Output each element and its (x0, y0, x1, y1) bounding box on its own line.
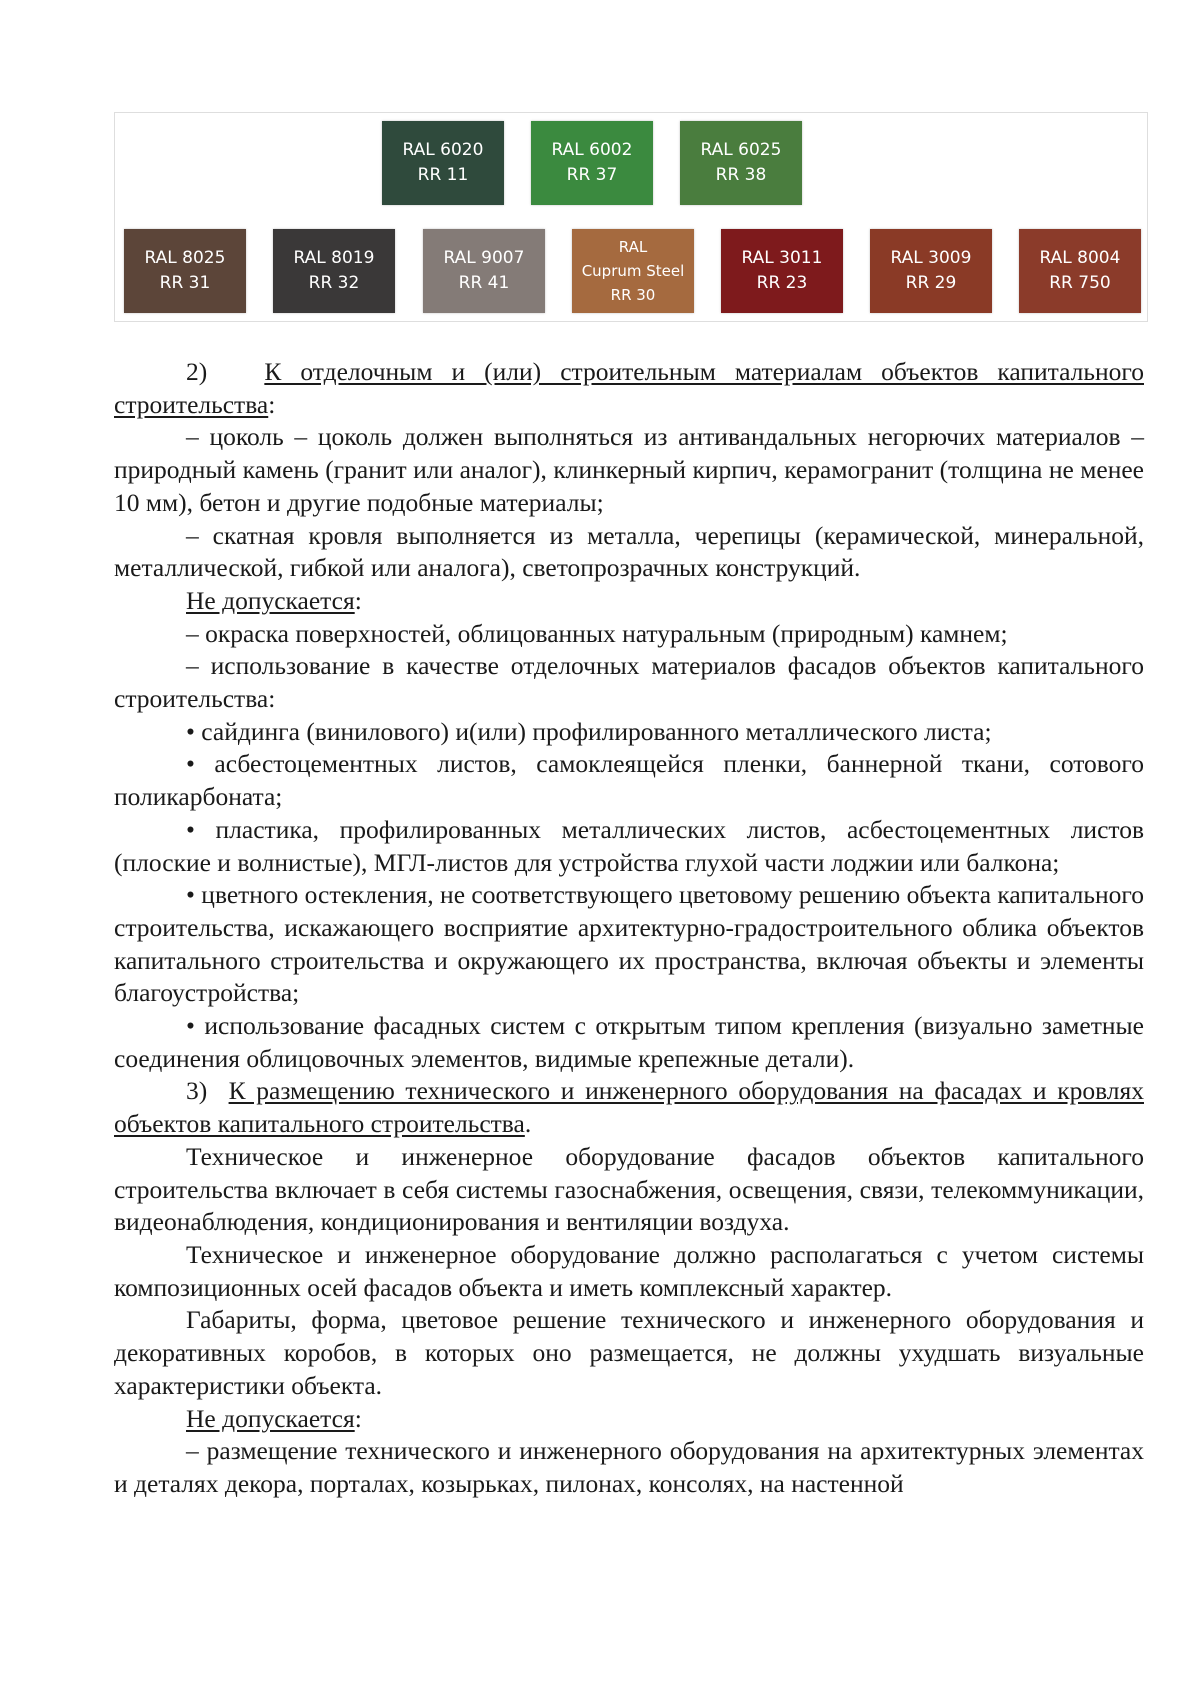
swatch-label: RAL 3009 (890, 248, 972, 268)
colon: : (354, 1403, 362, 1433)
section-title: К размещению технического и инженерного оборудования на фасадах и кровлях объектов капитального строительства (114, 1076, 1144, 1139)
paragraph-equipment-placement: Техническое и инженерное оборудование должно располагаться с учетом системы композиционных осей фасадов объекта и иметь комплексный характер. (114, 1239, 1144, 1302)
not-allowed-label: Не допускается (186, 1403, 355, 1433)
swatch-label: RR 23 (756, 273, 808, 293)
paragraph-equipment-scope: Техническое и инженерное оборудование фасадов объектов капитального строительства включает в себя системы газоснабжения, освещения, связи, телекоммуникации, видеонаблюдения, кондиционирования и вентиляции воздуха. (114, 1141, 1144, 1237)
paragraph-materials-usage: – использование в качестве отделочных материалов фасадов объектов капитального строительства: (114, 651, 1144, 714)
bullet-facade-systems: • использование фасадных систем с открытым типом крепления (визуально заметные соединения облицовочных элементов, видимые крепежные детали). (114, 1011, 1144, 1073)
section-2-heading (114, 356, 1144, 421)
color-swatch (382, 121, 504, 205)
section-3-heading (114, 1075, 1144, 1140)
not-allowed-heading-2 (114, 1403, 1144, 1436)
bullet-siding: • сайдинга (винилового) и(или) профилированного металлического листа; (186, 716, 992, 746)
swatch-label: RR 30 (610, 286, 656, 304)
color-swatch (273, 229, 395, 313)
paragraph-painting: – окраска поверхностей, облицованных натуральным (природным) камнем; (186, 618, 1008, 648)
section-number: 3) (186, 1076, 208, 1106)
swatch-label: RR 32 (308, 273, 360, 293)
swatch-label: Cuprum Steel (581, 262, 685, 280)
swatch-label: RR 29 (905, 273, 957, 293)
period: . (524, 1109, 532, 1139)
section-number: 2) (186, 357, 208, 386)
color-swatch (870, 229, 992, 313)
color-swatch (423, 229, 545, 313)
swatch-label: RR 750 (1049, 273, 1111, 293)
bullet-plastic: • пластика, профилированных металлических листов, асбестоцементных листов (плоские и волнистые), МГЛ-листов для устройства глухой части лоджии или балкона; (114, 814, 1144, 877)
swatch-label: RR 31 (159, 273, 211, 293)
swatch-label: RAL 9007 (443, 248, 525, 268)
swatch-label: RAL (618, 238, 648, 256)
color-swatch (124, 229, 246, 313)
swatch-label: RAL 6025 (700, 140, 782, 160)
paragraph-roof: – скатная кровля выполняется из металла, черепицы (керамической, минеральной, металлической, гибкой или аналога), светопрозрачных конструкций. (114, 520, 1144, 583)
color-swatch (680, 121, 802, 205)
swatch-label: RAL 8025 (144, 248, 226, 268)
not-allowed-heading-1 (114, 585, 1144, 618)
swatch-label: RR 41 (458, 273, 510, 293)
swatch-label: RAL 6020 (402, 140, 484, 160)
swatch-label: RR 38 (715, 165, 767, 185)
paragraph-equipment-placement-restriction: – размещение технического и инженерного оборудования на архитектурных элементах и деталях декора, порталах, козырьках, пилонах, консолях, на настенной (114, 1436, 1144, 1498)
swatch-label: RAL 3011 (741, 248, 823, 268)
bullet-asbestos: • асбестоцементных листов, самоклеящейся пленки, баннерной ткани, сотового поликарбоната; (114, 749, 1144, 812)
color-swatch (721, 229, 843, 313)
colon: : (268, 389, 276, 419)
bullet-glazing: • цветного остекления, не соответствующего цветовому решению объекта капитального строительства, искажающего восприятие архитектурно-градостроительного облика объектов капитального строительства и окружающего их пространства, включая объекты и элементы благоустройства; (114, 880, 1144, 1008)
not-allowed-label: Не допускается (186, 585, 355, 615)
swatch-label: RAL 8019 (293, 248, 375, 268)
color-swatch (1019, 229, 1141, 313)
colon: : (354, 585, 362, 615)
section-title: К отделочным и (или) строительным материалам объектов капитального строительства (114, 357, 1144, 419)
color-swatch (572, 229, 694, 313)
swatch-label: RAL 6002 (551, 140, 633, 160)
document-body (114, 356, 1144, 1501)
color-palette (114, 112, 1148, 322)
swatch-label: RR 37 (566, 165, 618, 185)
color-swatch (531, 121, 653, 205)
paragraph-equipment-dimensions: Габариты, форма, цветовое решение технического и инженерного оборудования и декоративных коробов, в которых оно размещается, не должны ухудшать визуальные характеристики объекта. (114, 1305, 1144, 1400)
paragraph-plinth: – цоколь – цоколь должен выполняться из антивандальных негорючих материалов – природный камень (гранит или аналог), клинкерный кирпич, керамогранит (толщина не менее 10 мм), бетон и другие подобные материалы; (114, 422, 1144, 517)
swatch-label: RR 11 (417, 165, 469, 185)
swatch-label: RAL 8004 (1039, 248, 1121, 268)
